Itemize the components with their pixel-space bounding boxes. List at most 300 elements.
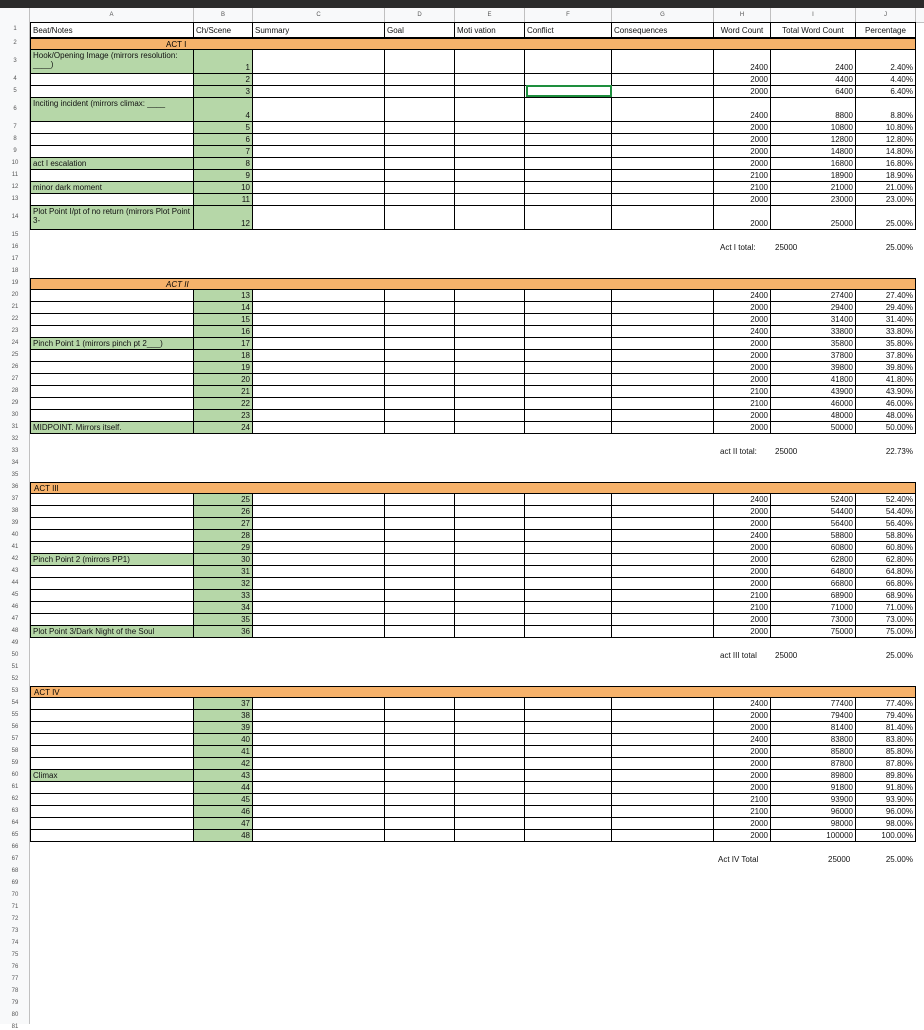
total-word-count-cell[interactable]: 33800	[771, 326, 856, 338]
consequences-cell[interactable]	[612, 98, 714, 122]
scene-cell[interactable]: 43	[194, 770, 253, 782]
total-word-count-cell[interactable]: 43900	[771, 386, 856, 398]
beat-cell[interactable]	[30, 86, 194, 98]
goal-cell[interactable]	[385, 770, 455, 782]
header-goal[interactable]: Goal	[385, 22, 455, 38]
summary-cell[interactable]	[253, 134, 385, 146]
conflict-cell[interactable]	[525, 710, 612, 722]
conflict-cell[interactable]	[525, 134, 612, 146]
row-number[interactable]: 80	[11, 1012, 19, 1018]
row-number[interactable]: 20	[11, 292, 19, 298]
row-number[interactable]: 27	[11, 376, 19, 382]
total-word-count-cell[interactable]: 98000	[771, 818, 856, 830]
row-number[interactable]: 33	[11, 448, 19, 454]
summary-cell[interactable]	[253, 830, 385, 842]
percentage-cell[interactable]: 41.80%	[856, 374, 916, 386]
percentage-cell[interactable]: 48.00%	[856, 410, 916, 422]
word-count-cell[interactable]: 2000	[714, 830, 771, 842]
consequences-cell[interactable]	[612, 362, 714, 374]
goal-cell[interactable]	[385, 74, 455, 86]
word-count-cell[interactable]: 2100	[714, 602, 771, 614]
goal-cell[interactable]	[385, 746, 455, 758]
summary-cell[interactable]	[253, 290, 385, 302]
total-word-count-cell[interactable]: 77400	[771, 698, 856, 710]
scene-cell[interactable]: 36	[194, 626, 253, 638]
scene-cell[interactable]: 42	[194, 758, 253, 770]
summary-cell[interactable]	[253, 50, 385, 74]
motivation-cell[interactable]	[455, 554, 525, 566]
active-cell-selection[interactable]	[526, 85, 612, 97]
summary-cell[interactable]	[253, 314, 385, 326]
summary-cell[interactable]	[253, 590, 385, 602]
header-consequences[interactable]: Consequences	[612, 22, 714, 38]
motivation-cell[interactable]	[455, 506, 525, 518]
total-word-count-cell[interactable]: 93900	[771, 794, 856, 806]
total-word-count-cell[interactable]: 2400	[771, 50, 856, 74]
beat-cell[interactable]	[30, 398, 194, 410]
motivation-cell[interactable]	[455, 530, 525, 542]
word-count-cell[interactable]: 2000	[714, 134, 771, 146]
consequences-cell[interactable]	[612, 302, 714, 314]
consequences-cell[interactable]	[612, 170, 714, 182]
beat-cell[interactable]	[30, 494, 194, 506]
row-number[interactable]: 10	[11, 160, 19, 166]
percentage-cell[interactable]: 85.80%	[856, 746, 916, 758]
consequences-cell[interactable]	[612, 518, 714, 530]
scene-cell[interactable]: 30	[194, 554, 253, 566]
percentage-cell[interactable]: 60.80%	[856, 542, 916, 554]
consequences-cell[interactable]	[612, 818, 714, 830]
row-number[interactable]: 7	[13, 124, 17, 130]
motivation-cell[interactable]	[455, 350, 525, 362]
scene-cell[interactable]: 14	[194, 302, 253, 314]
scene-cell[interactable]: 28	[194, 530, 253, 542]
word-count-cell[interactable]: 2000	[714, 314, 771, 326]
word-count-cell[interactable]: 2000	[714, 122, 771, 134]
total-word-count-cell[interactable]: 4400	[771, 74, 856, 86]
beat-cell[interactable]: Pinch Point 1 (mirrors pinch pt 2___)	[30, 338, 194, 350]
summary-cell[interactable]	[253, 302, 385, 314]
percentage-cell[interactable]: 79.40%	[856, 710, 916, 722]
row-number[interactable]: 22	[11, 316, 19, 322]
motivation-cell[interactable]	[455, 194, 525, 206]
conflict-cell[interactable]	[525, 206, 612, 230]
total-word-count-cell[interactable]: 60800	[771, 542, 856, 554]
motivation-cell[interactable]	[455, 770, 525, 782]
beat-cell[interactable]	[30, 350, 194, 362]
summary-cell[interactable]	[253, 494, 385, 506]
consequences-cell[interactable]	[612, 602, 714, 614]
conflict-cell[interactable]	[525, 530, 612, 542]
consequences-cell[interactable]	[612, 554, 714, 566]
row-number[interactable]: 29	[11, 400, 19, 406]
scene-cell[interactable]: 8	[194, 158, 253, 170]
beat-cell[interactable]	[30, 746, 194, 758]
motivation-cell[interactable]	[455, 830, 525, 842]
total-word-count-cell[interactable]: 27400	[771, 290, 856, 302]
percentage-cell[interactable]: 23.00%	[856, 194, 916, 206]
row-number[interactable]: 69	[11, 880, 19, 886]
motivation-cell[interactable]	[455, 170, 525, 182]
summary-cell[interactable]	[253, 758, 385, 770]
consequences-cell[interactable]	[612, 578, 714, 590]
summary-cell[interactable]	[253, 722, 385, 734]
scene-cell[interactable]: 19	[194, 362, 253, 374]
total-word-count-cell[interactable]: 12800	[771, 134, 856, 146]
row-number[interactable]: 1	[13, 26, 17, 32]
consequences-cell[interactable]	[612, 410, 714, 422]
beat-cell[interactable]: MIDPOINT. Mirrors itself.	[30, 422, 194, 434]
total-word-count-cell[interactable]: 35800	[771, 338, 856, 350]
row-number[interactable]: 11	[11, 172, 19, 178]
header-percentage[interactable]: Percentage	[856, 22, 916, 38]
percentage-cell[interactable]: 21.00%	[856, 182, 916, 194]
scene-cell[interactable]: 18	[194, 350, 253, 362]
motivation-cell[interactable]	[455, 794, 525, 806]
beat-cell[interactable]	[30, 698, 194, 710]
percentage-cell[interactable]: 89.80%	[856, 770, 916, 782]
goal-cell[interactable]	[385, 170, 455, 182]
beat-cell[interactable]: Plot Point I/pt of no return (mirrors Plot Point 3-	[30, 206, 194, 230]
header-word-count[interactable]: Word Count	[714, 22, 771, 38]
beat-cell[interactable]	[30, 194, 194, 206]
goal-cell[interactable]	[385, 194, 455, 206]
row-number[interactable]: 44	[11, 580, 19, 586]
column-header-c[interactable]: C	[253, 8, 385, 22]
goal-cell[interactable]	[385, 158, 455, 170]
row-number[interactable]: 23	[11, 328, 19, 334]
beat-cell[interactable]	[30, 134, 194, 146]
consequences-cell[interactable]	[612, 806, 714, 818]
row-number[interactable]: 26	[11, 364, 19, 370]
row-number[interactable]: 13	[11, 196, 19, 202]
goal-cell[interactable]	[385, 578, 455, 590]
scene-cell[interactable]: 23	[194, 410, 253, 422]
total-word-count-cell[interactable]: 23000	[771, 194, 856, 206]
scene-cell[interactable]: 32	[194, 578, 253, 590]
total-word-count-cell[interactable]: 21000	[771, 182, 856, 194]
percentage-cell[interactable]: 73.00%	[856, 614, 916, 626]
conflict-cell[interactable]	[525, 410, 612, 422]
beat-cell[interactable]	[30, 614, 194, 626]
total-word-count-cell[interactable]: 50000	[771, 422, 856, 434]
total-word-count-cell[interactable]: 46000	[771, 398, 856, 410]
row-number[interactable]: 40	[11, 532, 19, 538]
scene-cell[interactable]: 16	[194, 326, 253, 338]
summary-cell[interactable]	[253, 422, 385, 434]
row-number[interactable]: 64	[11, 820, 19, 826]
beat-cell[interactable]	[30, 302, 194, 314]
goal-cell[interactable]	[385, 122, 455, 134]
beat-cell[interactable]	[30, 386, 194, 398]
consequences-cell[interactable]	[612, 50, 714, 74]
goal-cell[interactable]	[385, 98, 455, 122]
word-count-cell[interactable]: 2000	[714, 626, 771, 638]
conflict-cell[interactable]	[525, 590, 612, 602]
motivation-cell[interactable]	[455, 734, 525, 746]
goal-cell[interactable]	[385, 506, 455, 518]
percentage-cell[interactable]: 96.00%	[856, 806, 916, 818]
total-word-count-cell[interactable]: 18900	[771, 170, 856, 182]
scene-cell[interactable]: 5	[194, 122, 253, 134]
row-number[interactable]: 51	[11, 664, 19, 670]
total-word-count-cell[interactable]: 8800	[771, 98, 856, 122]
row-number[interactable]: 65	[11, 832, 19, 838]
conflict-cell[interactable]	[525, 614, 612, 626]
scene-cell[interactable]: 12	[194, 206, 253, 230]
conflict-cell[interactable]	[525, 830, 612, 842]
total-word-count-cell[interactable]: 75000	[771, 626, 856, 638]
column-header-a[interactable]: A	[30, 8, 194, 22]
scene-cell[interactable]: 1	[194, 50, 253, 74]
summary-cell[interactable]	[253, 74, 385, 86]
motivation-cell[interactable]	[455, 722, 525, 734]
summary-cell[interactable]	[253, 398, 385, 410]
conflict-cell[interactable]	[525, 50, 612, 74]
conflict-cell[interactable]	[525, 578, 612, 590]
beat-cell[interactable]	[30, 518, 194, 530]
row-number[interactable]: 48	[11, 628, 19, 634]
word-count-cell[interactable]: 2000	[714, 206, 771, 230]
motivation-cell[interactable]	[455, 590, 525, 602]
consequences-cell[interactable]	[612, 374, 714, 386]
motivation-cell[interactable]	[455, 302, 525, 314]
motivation-cell[interactable]	[455, 50, 525, 74]
row-number[interactable]: 60	[11, 772, 19, 778]
consequences-cell[interactable]	[612, 290, 714, 302]
conflict-cell[interactable]	[525, 626, 612, 638]
consequences-cell[interactable]	[612, 386, 714, 398]
word-count-cell[interactable]: 2000	[714, 782, 771, 794]
row-number[interactable]: 61	[11, 784, 19, 790]
percentage-cell[interactable]: 83.80%	[856, 734, 916, 746]
conflict-cell[interactable]	[525, 362, 612, 374]
percentage-cell[interactable]: 64.80%	[856, 566, 916, 578]
goal-cell[interactable]	[385, 50, 455, 74]
consequences-cell[interactable]	[612, 122, 714, 134]
column-header-b[interactable]: B	[194, 8, 253, 22]
motivation-cell[interactable]	[455, 698, 525, 710]
motivation-cell[interactable]	[455, 626, 525, 638]
percentage-cell[interactable]: 31.40%	[856, 314, 916, 326]
row-number[interactable]: 4	[13, 76, 17, 82]
goal-cell[interactable]	[385, 698, 455, 710]
summary-cell[interactable]	[253, 206, 385, 230]
summary-cell[interactable]	[253, 530, 385, 542]
word-count-cell[interactable]: 2000	[714, 758, 771, 770]
row-number[interactable]: 15	[11, 232, 19, 238]
percentage-cell[interactable]: 35.80%	[856, 338, 916, 350]
scene-cell[interactable]: 4	[194, 98, 253, 122]
goal-cell[interactable]	[385, 818, 455, 830]
beat-cell[interactable]: Pinch Point 2 (mirrors PP1)	[30, 554, 194, 566]
goal-cell[interactable]	[385, 794, 455, 806]
conflict-cell[interactable]	[525, 722, 612, 734]
conflict-cell[interactable]	[525, 758, 612, 770]
percentage-cell[interactable]: 66.80%	[856, 578, 916, 590]
consequences-cell[interactable]	[612, 758, 714, 770]
row-number[interactable]: 19	[11, 280, 19, 286]
percentage-cell[interactable]: 8.80%	[856, 98, 916, 122]
goal-cell[interactable]	[385, 206, 455, 230]
total-word-count-cell[interactable]: 37800	[771, 350, 856, 362]
motivation-cell[interactable]	[455, 746, 525, 758]
beat-cell[interactable]	[30, 74, 194, 86]
column-header-e[interactable]: E	[455, 8, 525, 22]
consequences-cell[interactable]	[612, 146, 714, 158]
percentage-cell[interactable]: 27.40%	[856, 290, 916, 302]
goal-cell[interactable]	[385, 542, 455, 554]
consequences-cell[interactable]	[612, 734, 714, 746]
motivation-cell[interactable]	[455, 146, 525, 158]
goal-cell[interactable]	[385, 410, 455, 422]
motivation-cell[interactable]	[455, 398, 525, 410]
scene-cell[interactable]: 11	[194, 194, 253, 206]
consequences-cell[interactable]	[612, 626, 714, 638]
column-header-i[interactable]: I	[771, 8, 856, 22]
total-word-count-cell[interactable]: 6400	[771, 86, 856, 98]
conflict-cell[interactable]	[525, 302, 612, 314]
conflict-cell[interactable]	[525, 566, 612, 578]
beat-cell[interactable]	[30, 806, 194, 818]
header-ch-scene[interactable]: Ch/Scene	[194, 22, 253, 38]
consequences-cell[interactable]	[612, 770, 714, 782]
conflict-cell[interactable]	[525, 386, 612, 398]
conflict-cell[interactable]	[525, 194, 612, 206]
consequences-cell[interactable]	[612, 782, 714, 794]
beat-cell[interactable]	[30, 326, 194, 338]
conflict-cell[interactable]	[525, 146, 612, 158]
consequences-cell[interactable]	[612, 206, 714, 230]
row-number[interactable]: 35	[11, 472, 19, 478]
row-number[interactable]: 34	[11, 460, 19, 466]
scene-cell[interactable]: 34	[194, 602, 253, 614]
word-count-cell[interactable]: 2400	[714, 50, 771, 74]
scene-cell[interactable]: 10	[194, 182, 253, 194]
goal-cell[interactable]	[385, 614, 455, 626]
percentage-cell[interactable]: 62.80%	[856, 554, 916, 566]
motivation-cell[interactable]	[455, 494, 525, 506]
percentage-cell[interactable]: 6.40%	[856, 86, 916, 98]
header-beat-notes[interactable]: Beat/Notes	[30, 22, 194, 38]
row-number[interactable]: 3	[13, 58, 17, 64]
consequences-cell[interactable]	[612, 614, 714, 626]
beat-cell[interactable]	[30, 734, 194, 746]
row-number[interactable]: 32	[11, 436, 19, 442]
summary-cell[interactable]	[253, 698, 385, 710]
beat-cell[interactable]: Hook/Opening Image (mirrors resolution: ____)	[30, 50, 194, 74]
total-word-count-cell[interactable]: 85800	[771, 746, 856, 758]
beat-cell[interactable]	[30, 794, 194, 806]
row-number[interactable]: 72	[11, 916, 19, 922]
total-word-count-cell[interactable]: 96000	[771, 806, 856, 818]
scene-cell[interactable]: 40	[194, 734, 253, 746]
goal-cell[interactable]	[385, 314, 455, 326]
act-band-3[interactable]	[30, 482, 916, 494]
row-number[interactable]: 39	[11, 520, 19, 526]
summary-cell[interactable]	[253, 818, 385, 830]
percentage-cell[interactable]: 93.90%	[856, 794, 916, 806]
scene-cell[interactable]: 15	[194, 314, 253, 326]
goal-cell[interactable]	[385, 326, 455, 338]
scene-cell[interactable]: 39	[194, 722, 253, 734]
scene-cell[interactable]: 25	[194, 494, 253, 506]
beat-cell[interactable]: minor dark moment	[30, 182, 194, 194]
scene-cell[interactable]: 31	[194, 566, 253, 578]
summary-cell[interactable]	[253, 578, 385, 590]
motivation-cell[interactable]	[455, 386, 525, 398]
word-count-cell[interactable]: 2000	[714, 410, 771, 422]
percentage-cell[interactable]: 12.80%	[856, 134, 916, 146]
conflict-cell[interactable]	[525, 770, 612, 782]
word-count-cell[interactable]: 2100	[714, 590, 771, 602]
scene-cell[interactable]: 7	[194, 146, 253, 158]
total-word-count-cell[interactable]: 48000	[771, 410, 856, 422]
word-count-cell[interactable]: 2100	[714, 170, 771, 182]
scene-cell[interactable]: 27	[194, 518, 253, 530]
consequences-cell[interactable]	[612, 590, 714, 602]
total-word-count-cell[interactable]: 64800	[771, 566, 856, 578]
row-number[interactable]: 17	[11, 256, 19, 262]
consequences-cell[interactable]	[612, 194, 714, 206]
total-word-count-cell[interactable]: 41800	[771, 374, 856, 386]
beat-cell[interactable]	[30, 782, 194, 794]
consequences-cell[interactable]	[612, 74, 714, 86]
scene-cell[interactable]: 38	[194, 710, 253, 722]
goal-cell[interactable]	[385, 734, 455, 746]
conflict-cell[interactable]	[525, 506, 612, 518]
motivation-cell[interactable]	[455, 74, 525, 86]
beat-cell[interactable]	[30, 530, 194, 542]
percentage-cell[interactable]: 91.80%	[856, 782, 916, 794]
conflict-cell[interactable]	[525, 542, 612, 554]
word-count-cell[interactable]: 2000	[714, 518, 771, 530]
percentage-cell[interactable]: 29.40%	[856, 302, 916, 314]
percentage-cell[interactable]: 98.00%	[856, 818, 916, 830]
word-count-cell[interactable]: 2000	[714, 746, 771, 758]
row-number[interactable]: 18	[11, 268, 19, 274]
goal-cell[interactable]	[385, 146, 455, 158]
consequences-cell[interactable]	[612, 350, 714, 362]
motivation-cell[interactable]	[455, 374, 525, 386]
scene-cell[interactable]: 3	[194, 86, 253, 98]
row-number[interactable]: 37	[11, 496, 19, 502]
word-count-cell[interactable]: 2100	[714, 182, 771, 194]
beat-cell[interactable]	[30, 362, 194, 374]
scene-cell[interactable]: 6	[194, 134, 253, 146]
beat-cell[interactable]	[30, 542, 194, 554]
word-count-cell[interactable]: 2400	[714, 494, 771, 506]
percentage-cell[interactable]: 68.90%	[856, 590, 916, 602]
goal-cell[interactable]	[385, 182, 455, 194]
percentage-cell[interactable]: 39.80%	[856, 362, 916, 374]
row-number[interactable]: 63	[11, 808, 19, 814]
summary-cell[interactable]	[253, 338, 385, 350]
word-count-cell[interactable]: 2100	[714, 398, 771, 410]
column-header-f[interactable]: F	[525, 8, 612, 22]
consequences-cell[interactable]	[612, 746, 714, 758]
percentage-cell[interactable]: 37.80%	[856, 350, 916, 362]
row-number[interactable]: 41	[11, 544, 19, 550]
scene-cell[interactable]: 17	[194, 338, 253, 350]
percentage-cell[interactable]: 56.40%	[856, 518, 916, 530]
total-word-count-cell[interactable]: 68900	[771, 590, 856, 602]
row-number[interactable]: 79	[11, 1000, 19, 1006]
scene-cell[interactable]: 9	[194, 170, 253, 182]
row-number[interactable]: 67	[11, 856, 19, 862]
beat-cell[interactable]	[30, 314, 194, 326]
word-count-cell[interactable]: 2000	[714, 146, 771, 158]
